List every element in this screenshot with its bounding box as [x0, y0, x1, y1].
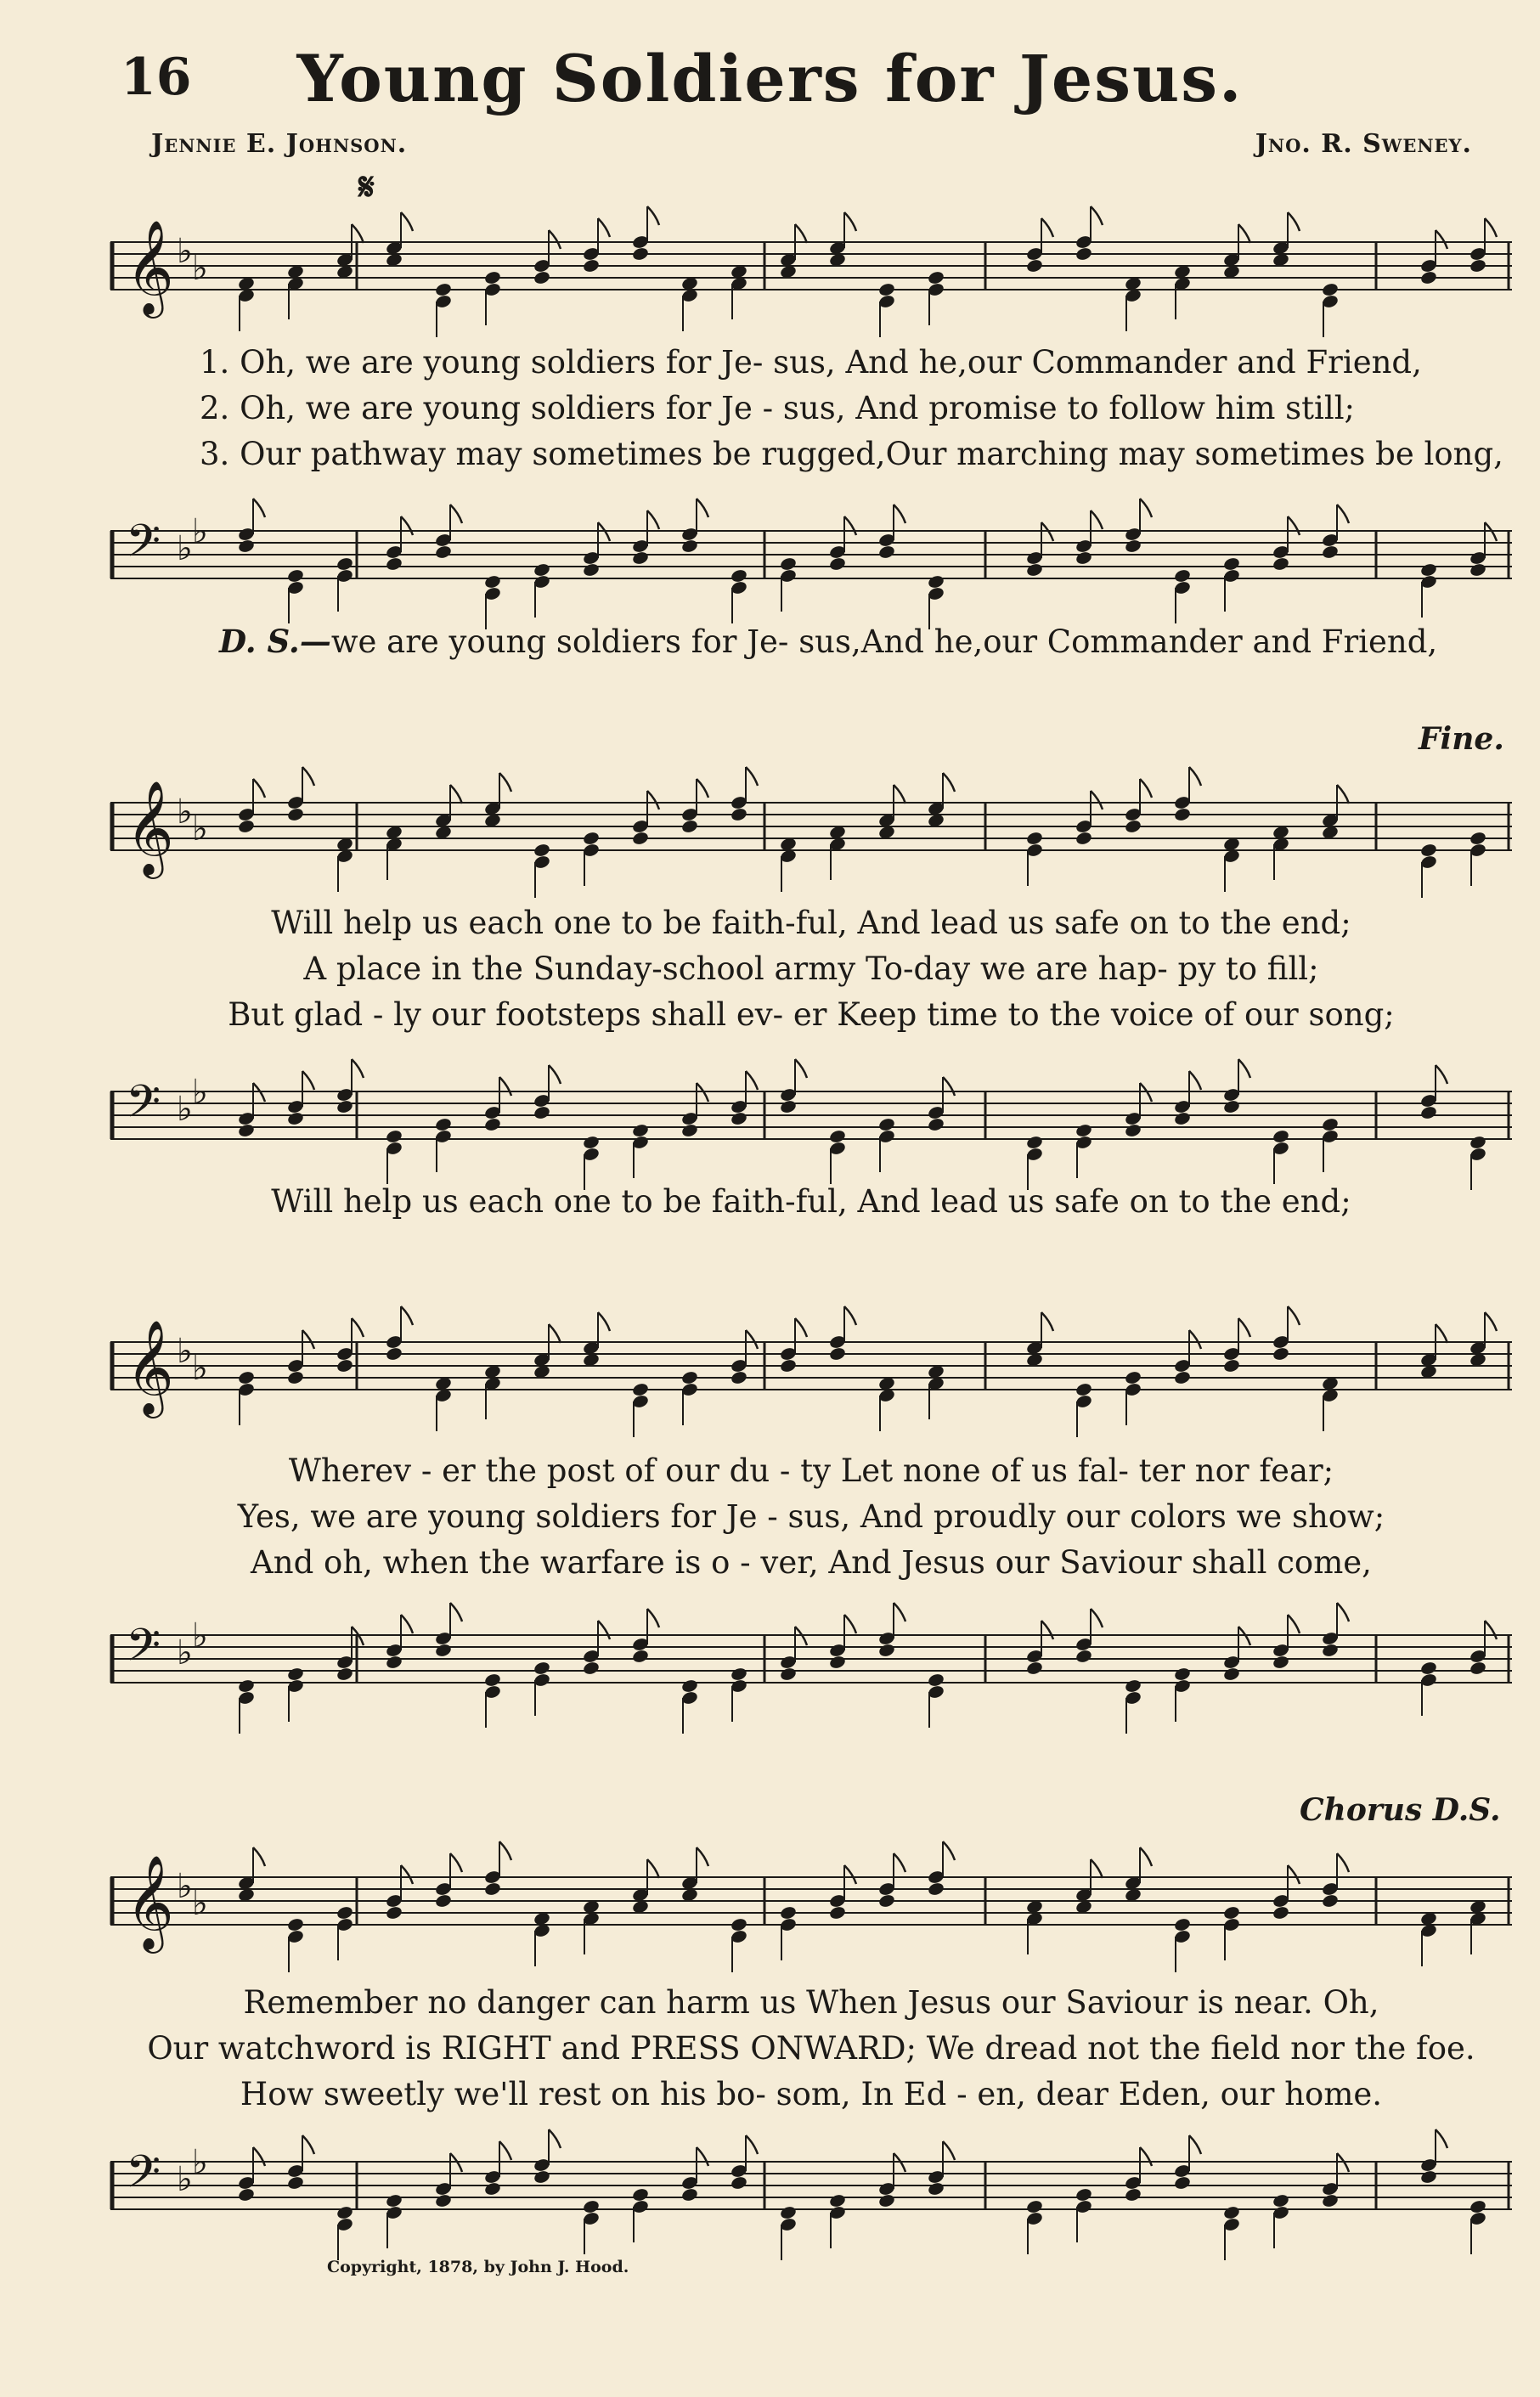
svg-text:𝄢: 𝄢	[126, 516, 161, 578]
lyric-verse-1: Will help us each one to be faith-ful, And lead us safe on to the end;	[271, 905, 1351, 941]
treble-staff	[110, 760, 1512, 896]
svg-text:𝄢: 𝄢	[126, 2146, 161, 2209]
ds-label: D. S.—	[219, 623, 331, 660]
svg-text:♭: ♭	[177, 1867, 193, 1906]
svg-text:𝄞: 𝄞	[126, 780, 174, 875]
copyright-notice: Copyright, 1878, by John J. Hood.	[327, 2258, 629, 2276]
composer-credit: Jno. R. Sweney.	[1255, 129, 1472, 159]
svg-text:♭: ♭	[192, 2143, 208, 2182]
lyric-verse-3: 3. Our pathway may sometimes be rugged,Our marching may sometimes be long,	[200, 436, 1503, 472]
lyric-verse-1: Wherev - er the post of our du - ty Let none of us fal- ter nor fear;	[288, 1452, 1334, 1489]
treble-staff	[110, 1300, 1512, 1435]
bass-lyric	[110, 623, 1540, 660]
segno-sign: 𝄋	[358, 166, 375, 209]
svg-text:♭: ♭	[192, 512, 208, 551]
treble-staff	[110, 1835, 1512, 1971]
page-number: 16	[121, 48, 192, 107]
svg-text:♭: ♭	[177, 1090, 193, 1129]
svg-text:♭: ♭	[177, 1633, 193, 1672]
lyric-verse-1: 1. Oh, we are young soldiers for Je- sus, And he,our Commander and Friend,	[200, 344, 1422, 381]
svg-text:♭: ♭	[177, 792, 193, 832]
lyric-verse-2: Yes, we are young soldiers for Je - sus, And proudly our colors we show;	[237, 1498, 1385, 1535]
music-system-3	[110, 1274, 1512, 1750]
svg-text:♭: ♭	[192, 1349, 208, 1388]
lyric-verse-2: A place in the Sunday-school army To-day we are hap- py to fill;	[303, 950, 1319, 987]
music-system-4	[110, 1792, 1512, 2268]
svg-text:𝄞: 𝄞	[126, 219, 174, 314]
lyricist-credit: Jennie E. Johnson.	[151, 129, 408, 159]
bass-staff	[110, 488, 1512, 624]
svg-text:𝄢: 𝄢	[126, 1620, 161, 1683]
svg-text:𝄢: 𝄢	[126, 1076, 161, 1139]
fine-mark: Fine.	[1419, 721, 1504, 757]
lyric-verse-1: Remember no danger can harm us When Jesus our Saviour is near. Oh,	[243, 1984, 1379, 2021]
svg-text:♭: ♭	[192, 809, 208, 849]
svg-text:♭: ♭	[177, 232, 193, 271]
svg-text:♭: ♭	[177, 529, 193, 568]
svg-text:𝄞: 𝄞	[126, 1854, 174, 1949]
bass-lyric: Will help us each one to be faith-ful, And lead us safe on to the end;	[271, 1183, 1351, 1220]
lyric-verse-3: And oh, when the warfare is o - ver, And Jesus our Saviour shall come,	[251, 1544, 1372, 1581]
bass-staff	[110, 2119, 1512, 2255]
lyric-verse-2: 2. Oh, we are young soldiers for Je - sus, And promise to follow him still;	[200, 390, 1356, 426]
lyric-verse-3: How sweetly we'll rest on his bo- som, In Ed - en, dear Eden, our home.	[240, 2076, 1383, 2112]
bass-lyric-text: we are young soldiers for Je- sus,And he,our Commander and Friend,	[330, 623, 1438, 660]
svg-text:♭: ♭	[177, 2160, 193, 2199]
music-system-1	[110, 166, 1512, 675]
page-title: Young Soldiers for Jesus.	[296, 41, 1244, 116]
music-system-2	[110, 721, 1512, 1236]
chorus-ds-mark: Chorus D.S.	[1300, 1792, 1501, 1828]
svg-text:♭: ♭	[192, 249, 208, 288]
svg-text:♭: ♭	[192, 1073, 208, 1112]
bass-staff	[110, 1049, 1512, 1185]
svg-text:𝄞: 𝄞	[126, 1319, 174, 1414]
svg-text:♭: ♭	[177, 1332, 193, 1371]
lyric-verse-3: But glad - ly our footsteps shall ev- er Keep time to the voice of our song;	[228, 996, 1395, 1033]
lyric-verse-2: Our watchword is RIGHT and PRESS ONWARD; We dread not the field nor the foe.	[147, 2030, 1475, 2067]
bass-staff	[110, 1593, 1512, 1729]
svg-text:♭: ♭	[192, 1884, 208, 1923]
treble-staff	[110, 200, 1512, 336]
svg-text:♭: ♭	[192, 1616, 208, 1655]
